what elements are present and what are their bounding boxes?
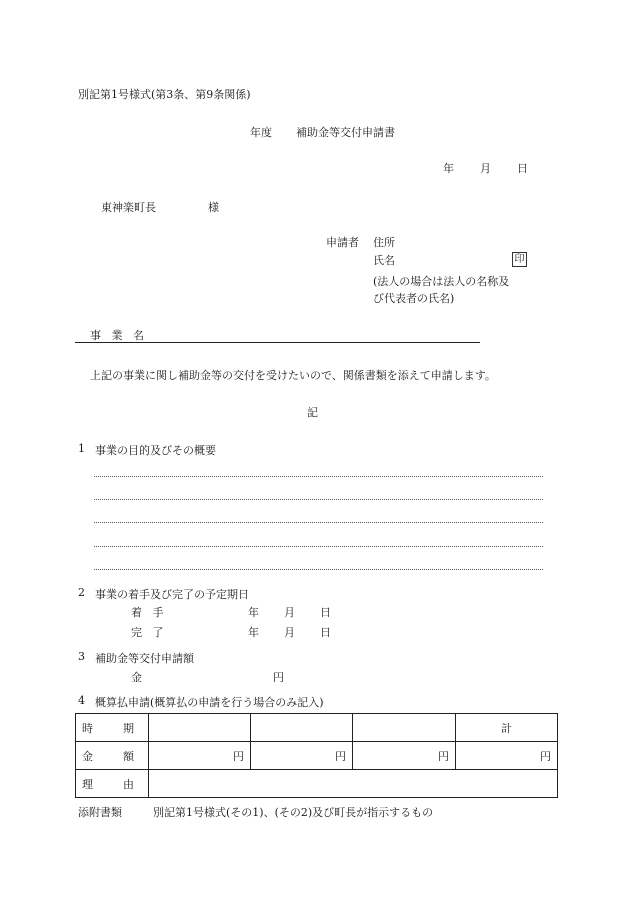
date-day: 日	[517, 162, 528, 175]
start-label: 着 手	[131, 606, 164, 619]
section-2-label: 事業の着手及び完了の予定期日	[95, 588, 249, 601]
attachments-label: 添附書類	[78, 806, 122, 819]
reason-cell[interactable]	[149, 770, 558, 798]
row-reason-label: 理 由	[76, 770, 149, 798]
applicant-name-label: 氏名	[373, 254, 395, 267]
applicant-label: 申請者	[326, 236, 359, 249]
period-cell-1[interactable]	[149, 714, 251, 742]
date-year: 年	[443, 162, 454, 175]
start-day: 日	[320, 606, 331, 619]
purpose-line-4	[94, 546, 543, 547]
date-month: 月	[480, 162, 491, 175]
title-year-label: 年度	[250, 126, 272, 139]
total-header: 計	[456, 714, 558, 742]
amount-yen: 円	[273, 671, 284, 684]
end-day: 日	[320, 626, 331, 639]
form-id: 別記第1号様式(第3条、第9条関係)	[78, 88, 251, 101]
amount-cell-1[interactable]: 円	[149, 742, 251, 770]
amount-cell-3[interactable]: 円	[353, 742, 456, 770]
end-month: 月	[284, 626, 295, 639]
start-month: 月	[284, 606, 295, 619]
addressee-honorific: 様	[208, 201, 219, 214]
section-4-label: 概算払申請(概算払の申請を行う場合のみ記入)	[95, 696, 324, 709]
purpose-line-3	[94, 522, 543, 523]
section-2-num: 2	[78, 586, 85, 599]
row-period-label: 時 期	[76, 714, 149, 742]
page-title: 補助金等交付申請書	[296, 126, 395, 139]
estimate-table	[75, 713, 558, 798]
start-year: 年	[248, 606, 259, 619]
section-3-num: 3	[78, 650, 85, 663]
table-row	[76, 742, 558, 770]
section-3-label: 補助金等交付申請額	[95, 652, 194, 665]
application-statement: 上記の事業に関し補助金等の交付を受けたいので、関係書類を添えて申請します。	[90, 369, 496, 382]
amount-total-cell[interactable]: 円	[456, 742, 558, 770]
section-4-num: 4	[78, 694, 85, 707]
table-row	[76, 770, 558, 798]
attachments-text: 別記第1号様式(その1)、(その2)及び町長が指示するもの	[153, 806, 434, 819]
period-cell-2[interactable]	[251, 714, 353, 742]
ki-heading: 記	[307, 406, 318, 419]
addressee-name: 東神楽町長	[101, 201, 156, 214]
row-amount-label: 金 額	[76, 742, 149, 770]
amount-kin: 金	[131, 671, 142, 684]
applicant-address-label: 住所	[373, 236, 395, 249]
seal-mark: 印	[512, 252, 527, 267]
section-1-label: 事業の目的及びその概要	[95, 444, 216, 457]
project-name-underline	[75, 342, 480, 343]
end-year: 年	[248, 626, 259, 639]
table-row	[76, 714, 558, 742]
section-1-num: 1	[78, 442, 85, 455]
period-cell-3[interactable]	[353, 714, 456, 742]
project-name-label: 事 業 名	[90, 329, 144, 342]
end-label: 完 了	[131, 626, 164, 639]
purpose-line-5	[94, 569, 543, 570]
applicant-note-2: び代表者の氏名)	[373, 292, 455, 305]
applicant-note-1: (法人の場合は法人の名称及	[373, 275, 510, 288]
purpose-line-2	[94, 499, 543, 500]
amount-cell-2[interactable]: 円	[251, 742, 353, 770]
purpose-line-1	[94, 476, 543, 477]
